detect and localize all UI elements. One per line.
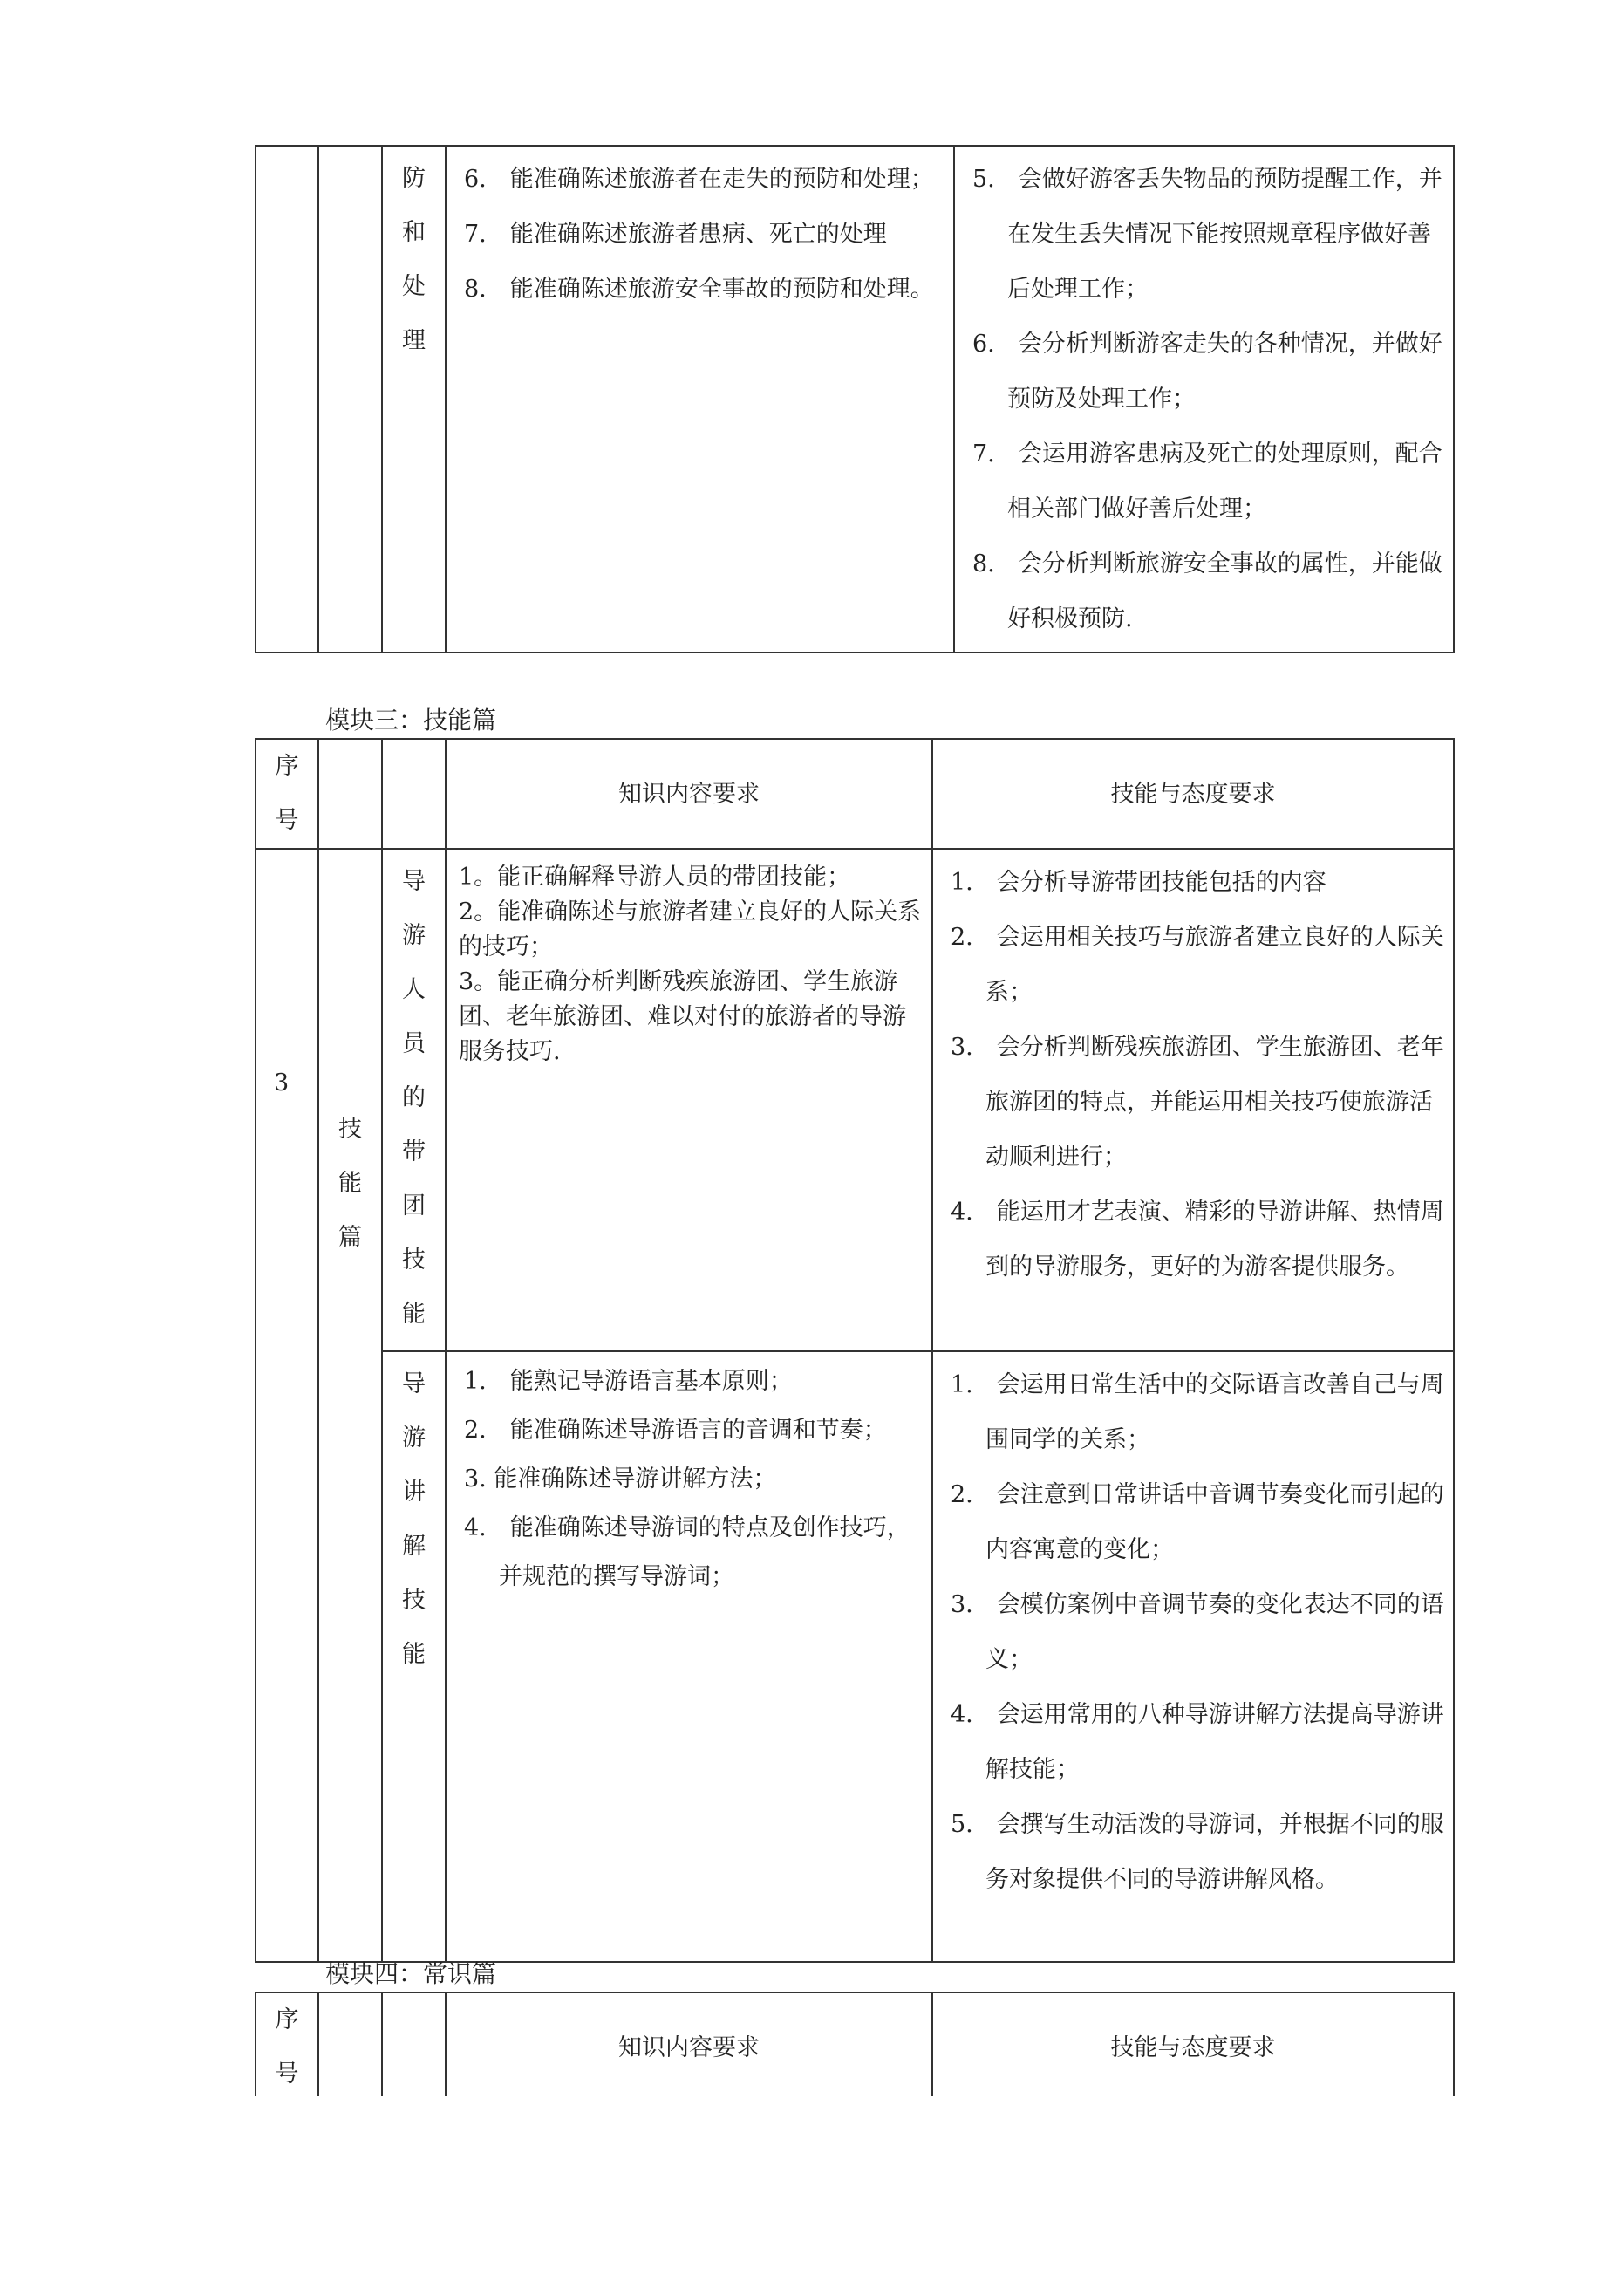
skills-cell (932, 1351, 1454, 1962)
seq-cell (256, 146, 318, 653)
list-item: 2。能准确陈述与旅游者建立良好的人际关系的技巧； (459, 899, 922, 960)
list-item: 3。能正确分析判断残疾旅游团、学生旅游团、老年旅游团、难以对付的旅游者的导游服务技巧. (459, 968, 906, 1065)
header-skills: 技能与态度要求 (932, 739, 1454, 849)
category-cell (318, 146, 382, 653)
list-item: 8. 会分析判断旅游安全事故的属性，并能做好积极预防. (972, 550, 1442, 632)
list-item: 1. 会分析导游带团技能包括的内容 (951, 869, 1326, 896)
header-knowledge: 知识内容要求 (446, 1992, 932, 2096)
module-title: 模块三：技能篇 (325, 706, 497, 735)
skills-cell (954, 146, 1454, 653)
knowledge-cell (446, 849, 932, 1351)
header-category (318, 739, 382, 849)
table-module3 (255, 738, 1455, 1963)
list-item: 7. 能准确陈述旅游者患病、死亡的处理 (464, 221, 887, 248)
header-knowledge: 知识内容要求 (446, 739, 932, 849)
list-item: 4. 会运用常用的八种导游讲解方法提高导游讲解技能； (951, 1701, 1444, 1783)
skills-cell (932, 849, 1454, 1351)
header-skills: 技能与态度要求 (932, 1992, 1454, 2096)
topic-cell: 导 游 人 员 的 带 团 技 能 (382, 849, 446, 1351)
list-item: 2. 会运用相关技巧与旅游者建立良好的人际关系； (951, 924, 1444, 1006)
list-item: 3. 能准确陈述导游讲解方法； (464, 1466, 777, 1493)
topic-cell: 防 和 处 理 (382, 146, 446, 653)
list-item: 2. 会注意到日常讲话中音调节奏变化而引起的内容寓意的变化； (951, 1481, 1444, 1563)
header-category (318, 1992, 382, 2096)
list-item: 3. 会模仿案例中音调节奏的变化表达不同的语义； (951, 1591, 1444, 1673)
knowledge-cell (446, 146, 954, 653)
header-topic (382, 1992, 446, 2096)
table-module4 (255, 1992, 1455, 2096)
list-item: 1. 会运用日常生活中的交际语言改善自己与周围同学的关系； (951, 1371, 1444, 1453)
table-header-row (256, 739, 1454, 849)
category-cell: 技 能 篇 (318, 849, 382, 1962)
knowledge-cell (446, 1351, 932, 1962)
table-module4-clip (0, 1992, 1623, 2096)
table-row (256, 146, 1454, 653)
list-item: 8. 能准确陈述旅游安全事故的预防和处理。 (464, 276, 934, 303)
header-seq: 序 号 (256, 739, 318, 849)
list-item: 1。能正确解释导游人员的带团技能； (459, 864, 851, 891)
list-item: 6. 能准确陈述旅游者在走失的预防和处理； (464, 166, 934, 193)
list-item: 3. 会分析判断残疾旅游团、学生旅游团、老年旅游团的特点，并能运用相关技巧使旅游活动顺利进行； (951, 1034, 1444, 1171)
list-item: 5. 会撰写生动活泼的导游词，并根据不同的服务对象提供不同的导游讲解风格。 (951, 1811, 1444, 1893)
list-item: 1. 能熟记导游语言基本原则； (464, 1368, 793, 1395)
header-seq: 序 号 (256, 1992, 318, 2096)
table-continuation (255, 145, 1455, 653)
list-item: 5. 会做好游客丢失物品的预防提醒工作，并在发生丢失情况下能按照规章程序做好善后处理工作； (972, 166, 1442, 303)
seq-cell: 3 (256, 849, 318, 1962)
header-topic (382, 739, 446, 849)
list-item: 4. 能准确陈述导游词的特点及创作技巧，并规范的撰写导游词； (464, 1514, 910, 1590)
table-header-row (256, 1992, 1454, 2096)
list-item: 6. 会分析判断游客走失的各种情况，并做好预防及处理工作； (972, 331, 1442, 413)
table-row (256, 849, 1454, 1351)
table-row (256, 1351, 1454, 1962)
module-title: 模块四：常识篇 (325, 1959, 497, 1988)
list-item: 2. 能准确陈述导游语言的音调和节奏； (464, 1417, 887, 1444)
list-item: 7. 会运用游客患病及死亡的处理原则，配合相关部门做好善后处理； (972, 441, 1442, 523)
list-item: 4. 能运用才艺表演、精彩的导游讲解、热情周到的导游服务，更好的为游客提供服务。 (951, 1199, 1444, 1281)
topic-cell: 导 游 讲 解 技 能 (382, 1351, 446, 1962)
